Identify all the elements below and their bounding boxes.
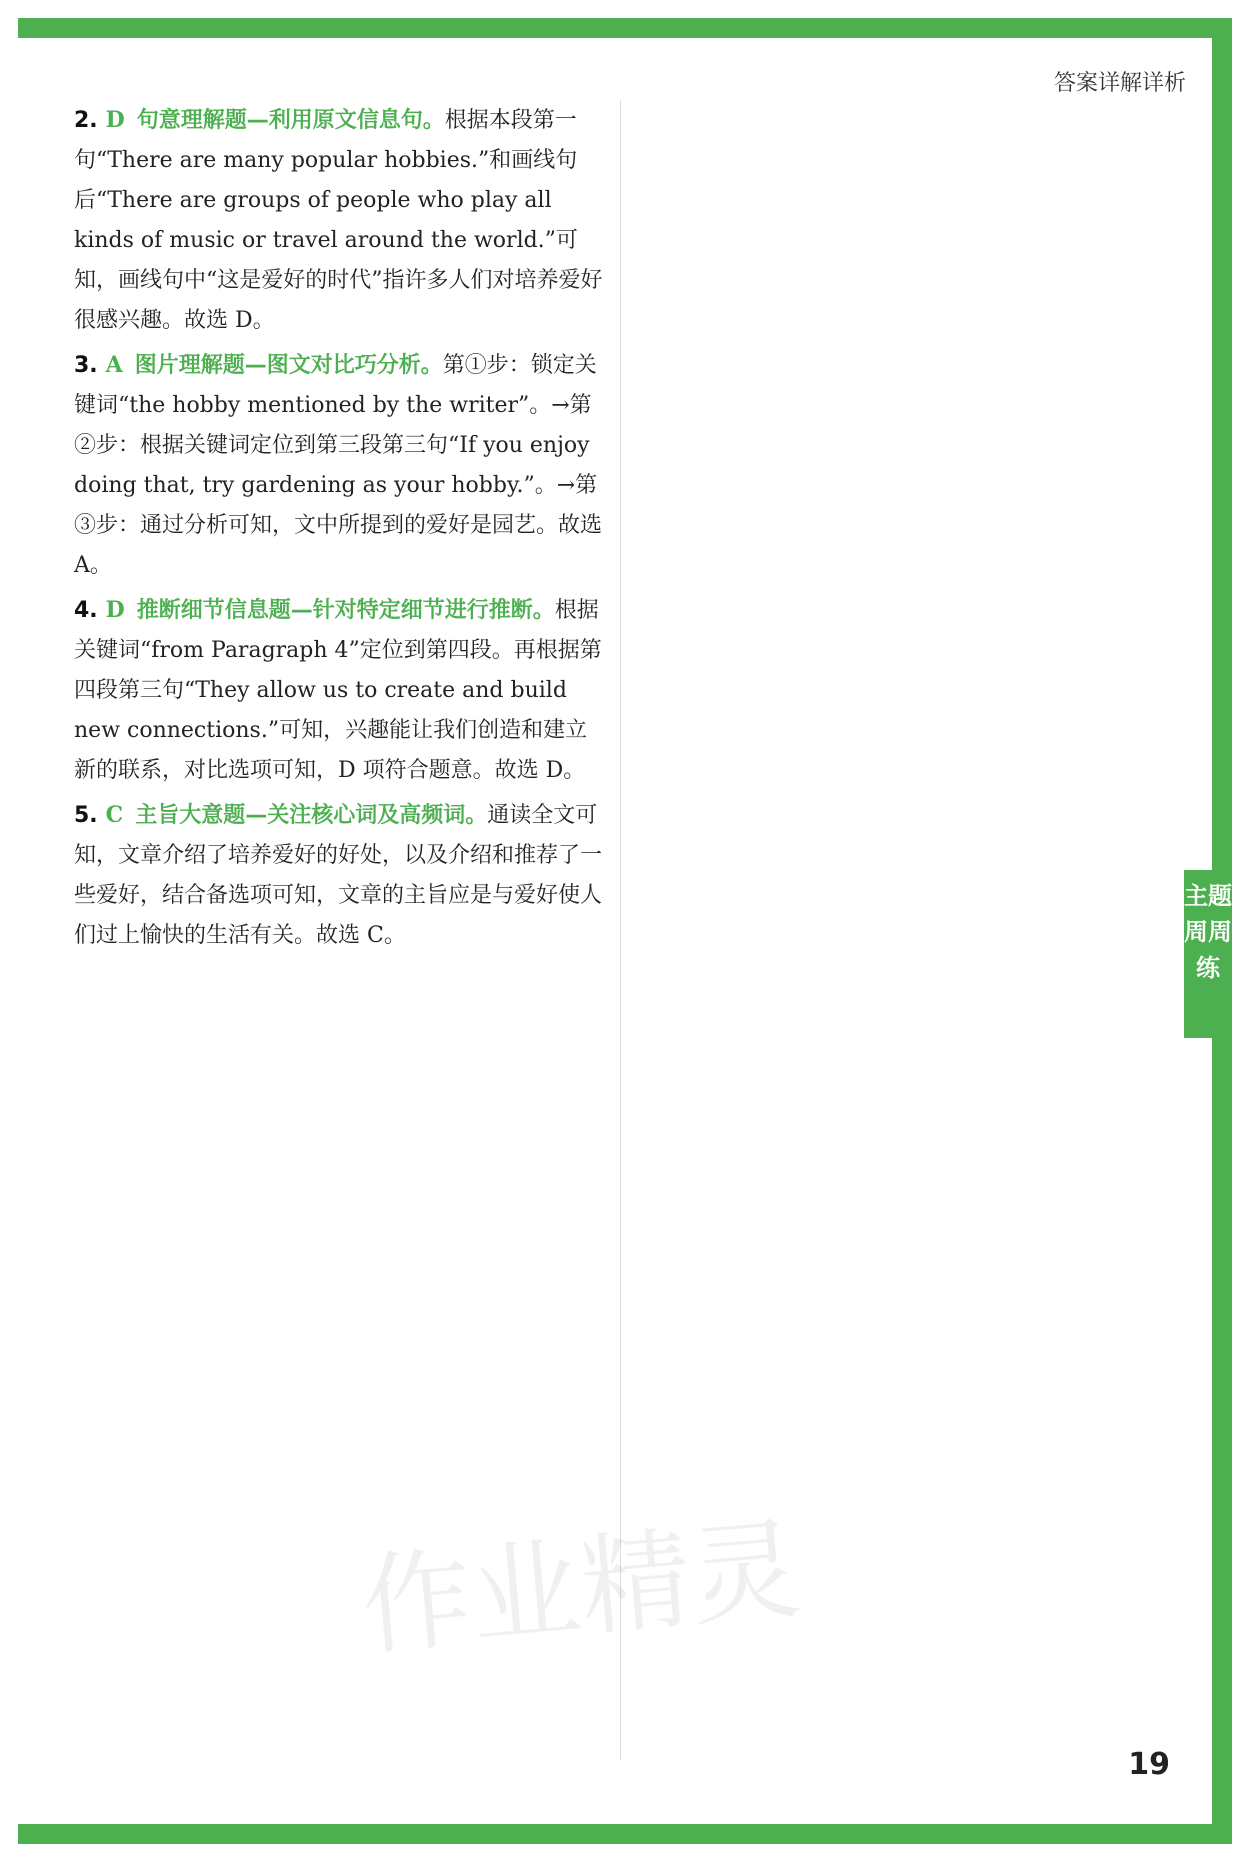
item-tag: 推断细节信息题—针对特定细节进行推断。 [136,598,555,623]
item-tag: 主旨大意题—关注核心词及高频词。 [135,803,488,828]
left-column [74,100,604,960]
page-header: 答案详解详析 [1053,71,1186,96]
item-number: 2. [74,108,98,133]
item-answer: D [105,107,125,133]
answer-item [74,795,604,956]
item-text: 第①步：锁定关键词“the hobby mentioned by the writer”。→第②步：根据关键词定位到第三段第三句“If you enjoy doing that, try gardening as your hobby.”。→第③步：通过分析可知，文中所提到的爱好是园艺。故选 A。 [74,353,603,578]
item-text: 通读全文可知，文章介绍了培养爱好的好处，以及介绍和推荐了一些爱好，结合备选项可知，文章的主旨应是与爱好使人们过上愉快的生活有关。故选 C。 [74,803,603,948]
item-number: 5. [74,803,98,828]
item-text: 根据关键词“from Paragraph 4”定位到第四段。再根据第四段第三句“They allow us to create and build new connections.”可知，兴趣能让我们创造和建立新的联系，对比选项可知，D 项符合题意。故选 D。 [74,598,602,783]
frame-bottom [18,1824,1232,1844]
side-tab[interactable]: 主题周周练 [1184,870,1232,1038]
item-number: 4. [74,598,98,623]
answer-item [74,345,604,586]
watermark: 作业精灵 [356,1505,806,1671]
item-answer: A [105,352,123,378]
item-text: 根据本段第一句“There are many popular hobbies.”和画线句后“There are groups of people who play all kinds of music or travel around the world.”可知，画线句中“这是爱好的时代”指许多人们对培养爱好很感兴趣。故选 D。 [74,108,603,333]
item-tag: 图片理解题—图文对比巧分析。 [134,353,443,378]
item-number: 3. [74,353,98,378]
answer-item [74,590,604,791]
item-answer: D [105,597,125,623]
page-number: 19 [1128,1747,1170,1782]
answer-item [74,100,604,341]
item-answer: C [105,802,124,828]
item-tag: 句意理解题—利用原文信息句。 [136,108,445,133]
frame-top [18,18,1232,38]
